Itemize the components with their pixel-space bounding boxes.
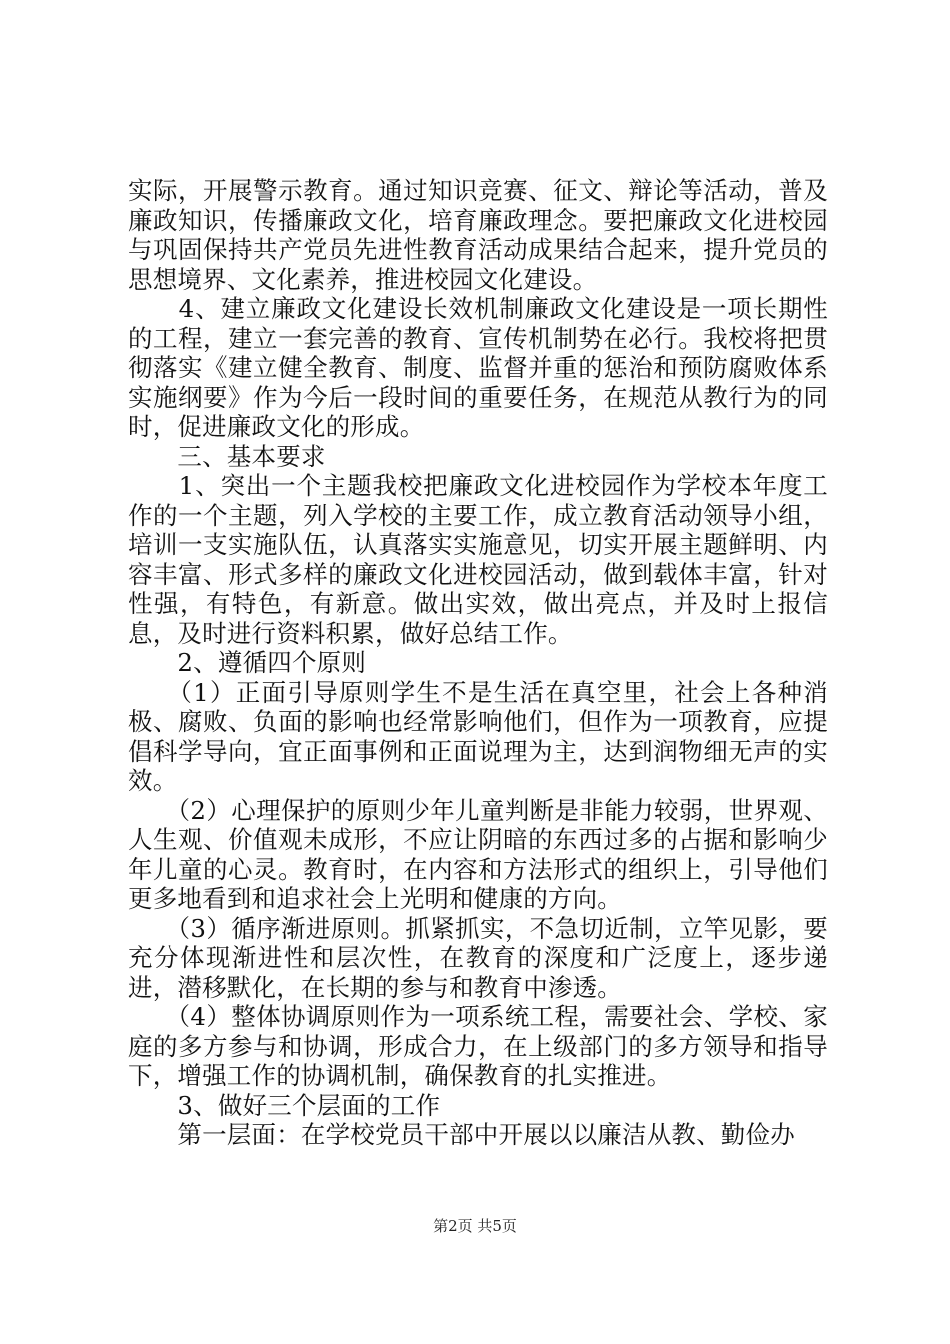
document-body <box>128 176 828 1150</box>
paragraph-continuation: 实际，开展警示教育。通过知识竞赛、征文、辩论等活动，普及廉政知识，传播廉政文化，培育廉政理念。要把廉政文化进校园与巩固保持共产党员先进性教育活动成果结合起来，提升党员的思想境界、文化素养，推进校园文化建设。 <box>128 176 828 294</box>
paragraph-principle-3: （3）循序渐进原则。抓紧抓实，不急切近制，立竿见影，要充分体现渐进性和层次性，在教育的深度和广泛度上，逐步递进，潜移默化，在长期的参与和教育中渗透。 <box>128 913 828 1002</box>
section-heading-basic-requirements: 三、基本要求 <box>128 441 326 471</box>
paragraph-first-level: 第一层面：在学校党员干部中开展以以廉洁从教、勤俭办 <box>128 1120 795 1149</box>
subheading-four-principles: 2、遵循四个原则 <box>128 648 367 677</box>
paragraph-principle-4: （4）整体协调原则作为一项系统工程，需要社会、学校、家庭的多方参与和协调，形成合力，在上级部门的多方领导和指导下，增强工作的协调机制，确保教育的扎实推进。 <box>128 1002 828 1090</box>
paragraph-principle-2: （2）心理保护的原则少年儿童判断是非能力较弱，世界观、人生观、价值观未成形，不应让阴暗的东西过多的占据和影响少年儿童的心灵。教育时，在内容和方法形式的组织上，引导他们更多地看到和追求社会上光明和健康的方向。 <box>128 795 828 913</box>
subheading-three-levels: 3、做好三个层面的工作 <box>128 1090 441 1120</box>
paragraph-item-1: 1、突出一个主题我校把廉政文化进校园作为学校本年度工作的一个主题，列入学校的主要工作，成立教育活动领导小组，培训一支实施队伍，认真落实实施意见，切实开展主题鲜明、内容丰富、形式多样的廉政文化进校园活动，做到载体丰富，针对性强，有特色，有新意。做出实效，做出亮点，并及时上报信息，及时进行资料积累，做好总结工作。 <box>128 471 828 648</box>
paragraph-item-4: 4、建立廉政文化建设长效机制廉政文化建设是一项长期性的工程，建立一套完善的教育、宣传机制势在必行。我校将把贯彻落实《建立健全教育、制度、监督并重的惩治和预防腐败体系实施纲要》作为今后一段时间的重要任务，在规范从教行为的同时，促进廉政文化的形成。 <box>128 294 828 441</box>
page-number-footer: 第2页 共5页 <box>433 1217 517 1235</box>
paragraph-principle-1: （1）正面引导原则学生不是生活在真空里，社会上各种消极、腐败、负面的影响也经常影响他们，但作为一项教育，应提倡科学导向，宜正面事例和正面说理为主，达到润物细无声的实效。 <box>128 677 828 795</box>
